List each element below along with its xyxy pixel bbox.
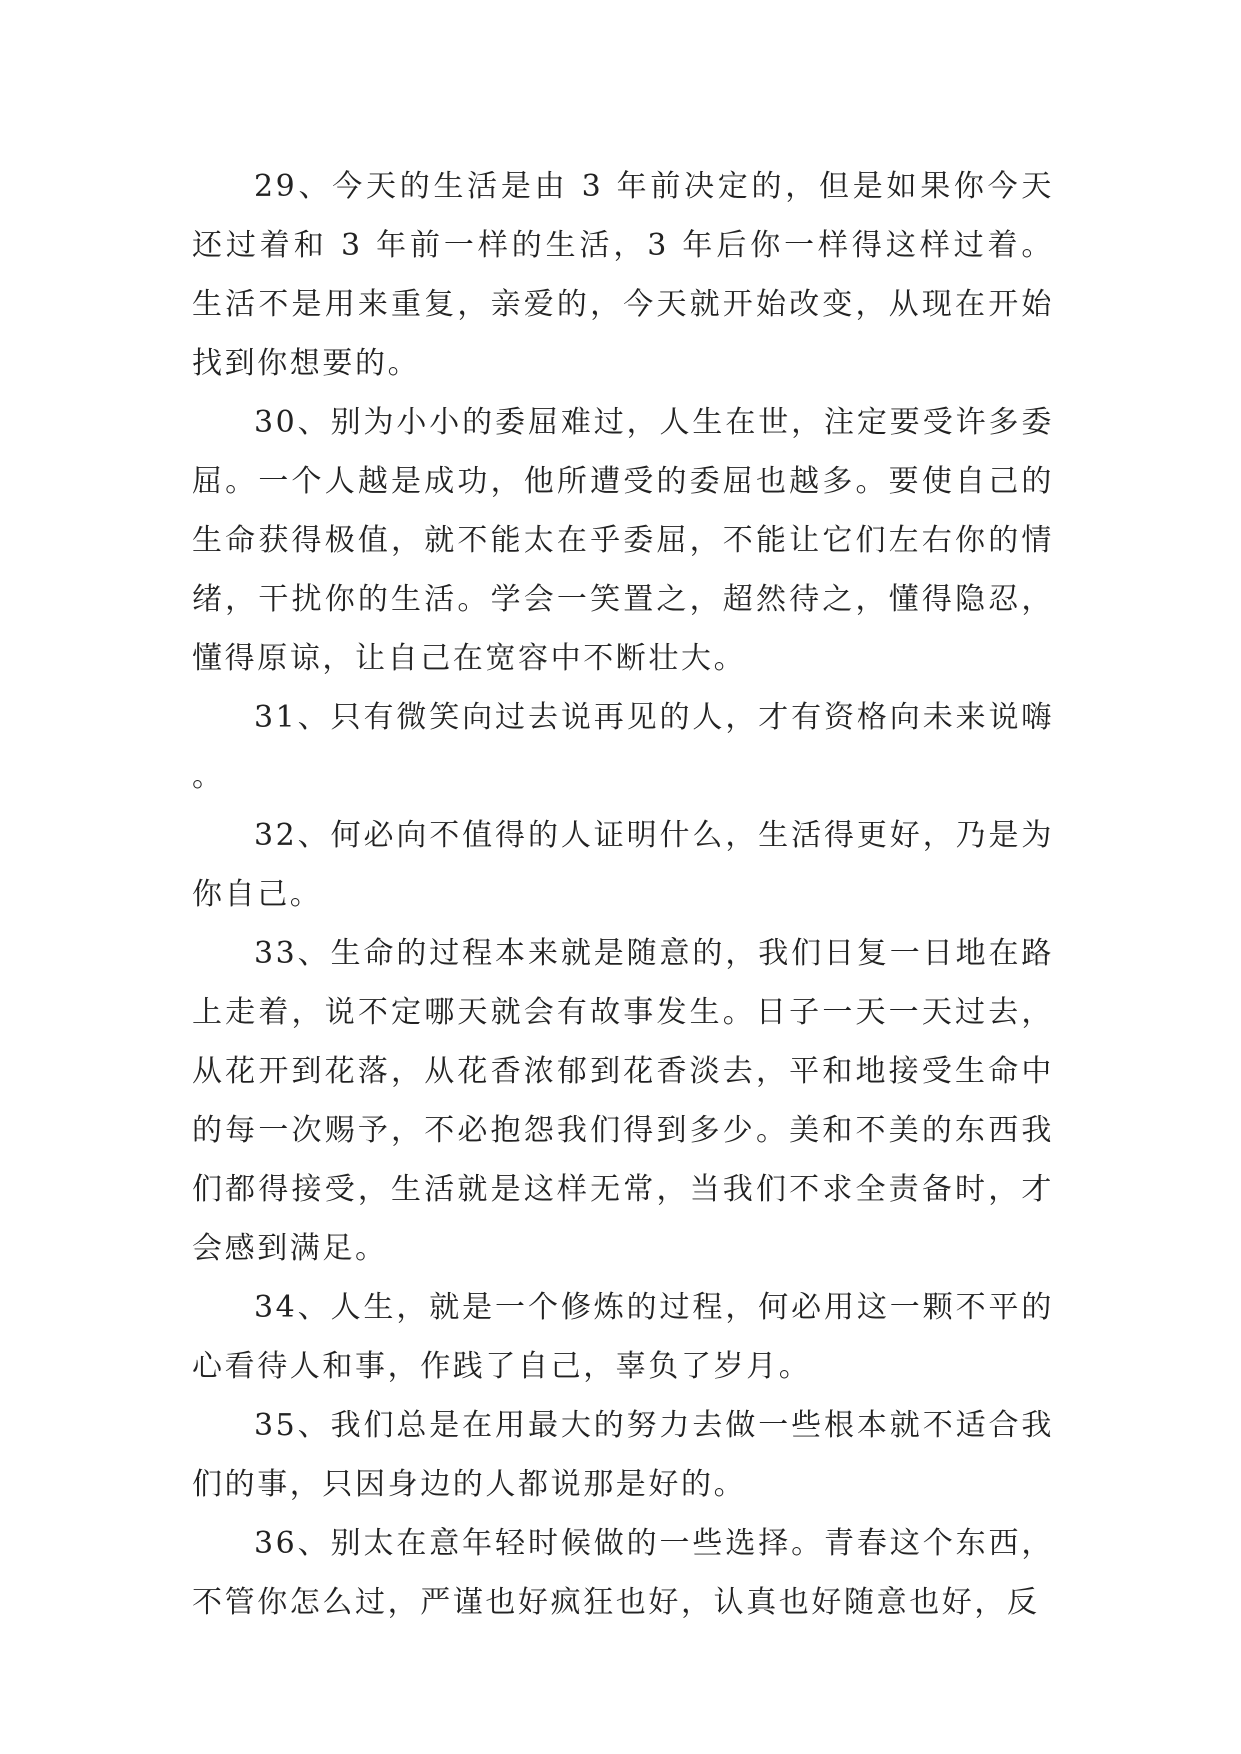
paragraph-35: 35、我们总是在用最大的努力去做一些根本就不适合我们的事，只因身边的人都说那是好的。	[192, 1408, 1054, 1502]
paragraph-36: 36、别太在意年轻时候做的一些选择。青春这个东西，不管你怎么过，严谨也好疯狂也好，认真也好随意也好，反	[192, 1526, 1054, 1620]
document-body	[192, 157, 1054, 1632]
paragraph-32: 32、何必向不值得的人证明什么，生活得更好，乃是为你自己。	[192, 818, 1054, 912]
paragraph-34: 34、人生，就是一个修炼的过程，何必用这一颗不平的心看待人和事，作践了自己，辜负了岁月。	[192, 1290, 1054, 1384]
paragraph-33: 33、生命的过程本来就是随意的，我们日复一日地在路上走着，说不定哪天就会有故事发生。日子一天一天过去，从花开到花落，从花香浓郁到花香淡去，平和地接受生命中的每一次赐予，不必抱怨我们得到多少。美和不美的东西我们都得接受，生活就是这样无常，当我们不求全责备时，才会感到满足。	[192, 936, 1054, 1266]
paragraph-31: 31、只有微笑向过去说再见的人，才有资格向未来说嗨。	[192, 700, 1054, 794]
paragraph-30: 30、别为小小的委屈难过，人生在世，注定要受许多委屈。一个人越是成功，他所遭受的委屈也越多。要使自己的生命获得极值，就不能太在乎委屈，不能让它们左右你的情绪，干扰你的生活。学会一笑置之，超然待之，懂得隐忍，懂得原谅，让自己在宽容中不断壮大。	[192, 405, 1054, 676]
paragraph-29: 29、今天的生活是由 3 年前决定的，但是如果你今天还过着和 3 年前一样的生活，3 年后你一样得这样过着。生活不是用来重复，亲爱的，今天就开始改变，从现在开始找到你想要的。	[192, 169, 1054, 381]
